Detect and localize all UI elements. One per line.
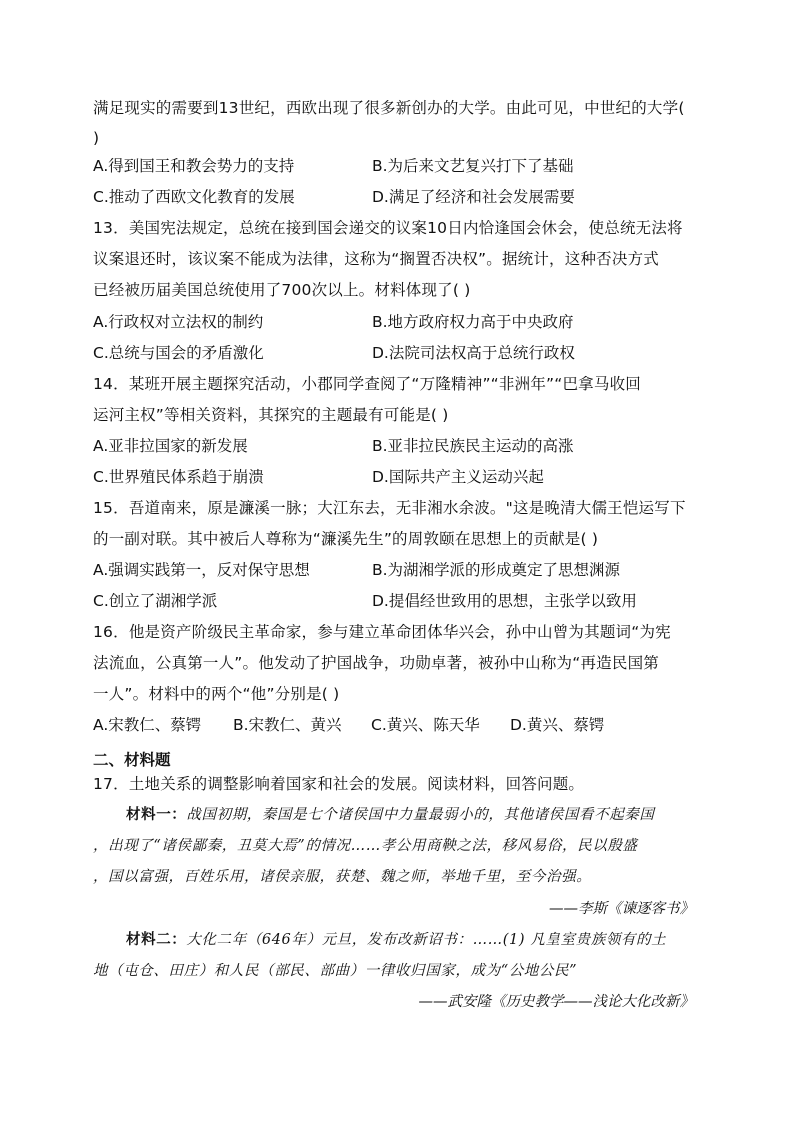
material-1-text-1: 战国初期，秦国是七个诸侯国中力量最弱小的，其他诸侯国看不起秦国 — [186, 807, 655, 823]
q16-option-b: B.宋教仁、黄兴 — [233, 716, 342, 734]
q12-stem-line-2: ) — [93, 129, 100, 147]
q15-option-a: A.强调实践第一，反对保守思想 — [93, 561, 310, 579]
q16-line-3: 一人”。材料中的两个“他”分别是( ) — [93, 685, 340, 703]
q14-line-1: 14．某班开展主题探究活动，小郡同学查阅了“万隆精神”“非洲年”“巴拿马收回 — [93, 375, 641, 393]
material-2-line-2: 地（屯仓、田庄）和人民（部民、部曲）一律收归国家，成为“公地公民” — [93, 963, 578, 979]
q17-stem: 17．土地关系的调整影响着国家和社会的发展。阅读材料，回答问题。 — [93, 775, 585, 793]
material-1-line-3: ，国以富强，百姓乐用，诸侯亲服，获楚、魏之师，举地千里，至今治强。 — [93, 869, 592, 885]
q12-option-c: C.推动了西欧文化教育的发展 — [93, 188, 295, 206]
q16-line-1: 16．他是资产阶级民主革命家，参与建立革命团体华兴会，孙中山曾为其题词“为宪 — [93, 623, 671, 641]
q16-option-a: A.宋教仁、蔡锷 — [93, 716, 202, 734]
material-1-line-2: ，出现了“诸侯鄙秦，丑莫大焉”的情况……孝公用商鞅之法，移风易俗，民以殷盛 — [93, 838, 638, 854]
q13-option-b: B.地方政府权力高于中央政府 — [372, 313, 574, 331]
q14-line-2: 运河主权”等相关资料，其探究的主题最有可能是( ) — [93, 406, 449, 424]
q14-option-d: D.国际共产主义运动兴起 — [372, 468, 544, 486]
q13-line-2: 议案退还时，该议案不能成为法律，这称为“搁置否决权”。据统计，这种否决方式 — [93, 250, 659, 268]
material-2-source: ——武安隆《历史教学——浅论大化改新》 — [418, 994, 694, 1010]
q13-line-3: 已经被历届美国总统使用了700次以上。材料体现了( ) — [93, 281, 471, 299]
q14-option-b: B.亚非拉民族民主运动的高涨 — [372, 437, 574, 455]
q15-line-2: 的一副对联。其中被后人尊称为“濂溪先生”的周敦颐在思想上的贡献是( ) — [93, 530, 599, 548]
q13-option-a: A.行政权对立法权的制约 — [93, 313, 264, 331]
q12-option-d: D.满足了经济和社会发展需要 — [372, 188, 575, 206]
material-1-source: ——李斯《谏逐客书》 — [549, 901, 694, 917]
material-2-text-1: 大化二年（646年）元旦，发布改新诏书：……(1) 凡皇室贵族领有的土 — [186, 932, 667, 948]
q15-line-1: 15．吾道南来，原是濂溪一脉；大江东去，无非湘水余波。"这是晚清大儒王恺运写下 — [93, 499, 686, 517]
q13-option-c: C.总统与国会的矛盾激化 — [93, 344, 264, 362]
material-2-label: 材料二： — [126, 931, 187, 948]
q14-option-c: C.世界殖民体系趋于崩溃 — [93, 468, 264, 486]
q15-option-b: B.为湖湘学派的形成奠定了思想渊源 — [372, 561, 621, 579]
material-1-label: 材料一： — [126, 806, 187, 823]
q16-option-d: D.黄兴、蔡锷 — [510, 716, 605, 734]
material-2-line-1 — [126, 929, 666, 951]
q12-option-a: A.得到国王和教会势力的支持 — [93, 157, 295, 175]
q15-option-c: C.创立了湖湘学派 — [93, 592, 218, 610]
q16-option-c: C.黄兴、陈天华 — [371, 716, 480, 734]
q12-stem-line-1: 满足现实的需要到13世纪，西欧出现了很多新创办的大学。由此可见，中世纪的大学( — [93, 99, 685, 117]
q16-line-2: 法流血，公真第一人”。他发动了护国战争，功勋卓著，被孙中山称为“再造民国第 — [93, 654, 659, 672]
section-heading: 二、材料题 — [93, 751, 171, 769]
q13-option-d: D.法院司法权高于总统行政权 — [372, 344, 575, 362]
q12-option-b: B.为后来文艺复兴打下了基础 — [372, 157, 574, 175]
q14-option-a: A.亚非拉国家的新发展 — [93, 437, 248, 455]
material-1-line-1 — [126, 804, 655, 826]
q13-line-1: 13．美国宪法规定，总统在接到国会递交的议案10日内恰逢国会休会，使总统无法将 — [93, 219, 683, 237]
q15-option-d: D.提倡经世致用的思想，主张学以致用 — [372, 592, 637, 610]
